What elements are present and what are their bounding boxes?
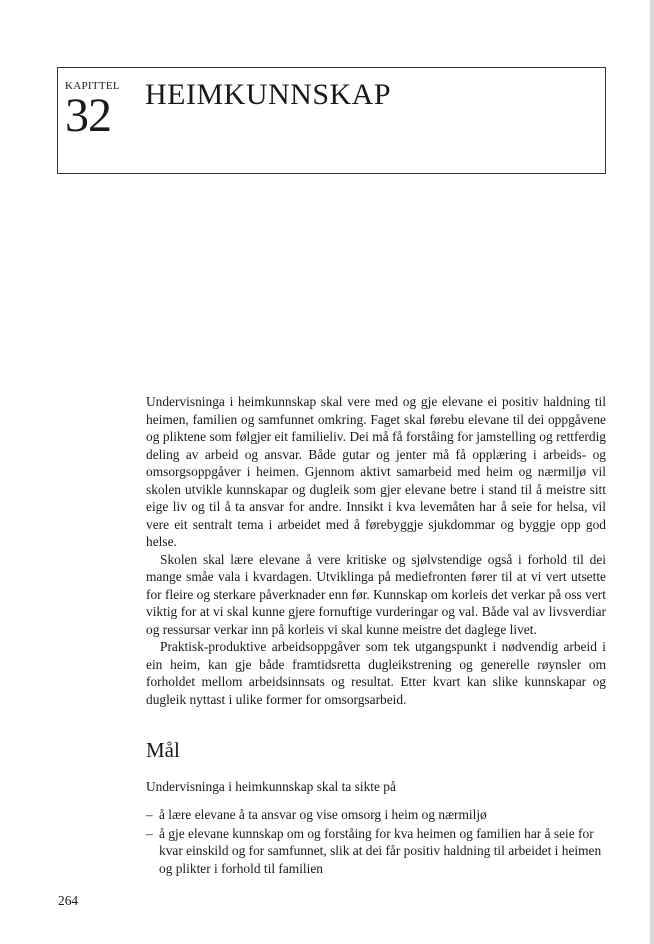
list-bullet: – (146, 825, 153, 841)
paragraph: Undervisninga i heimkunnskap skal vere med og gje elevane ei positiv haldning til heimen, familien og samfunnet omkring. Faget skal førebu elevane til dei oppgåvene og pliktene som følgjer eit familieliv. Dei må få forståing for jamstelling og rettferdig deling av arbeid og ansvar. Både gutar og jenter må få opplæring i arbeids- og omsorgsoppgåver i heimen. Gjennom aktivt samarbeid med heim og nærmiljø vil skolen utvikle kunnskapar og dugleik som gjer elevane betre i stand til å meistre sitt eige liv og til å ta ansvar for andre. Innsikt i kva levemåten har å seie for helsa, vil vere eit sentralt tema i arbeidet med å førebyggje sjukdommar og byggje opp god helse. (146, 394, 606, 549)
list-item (146, 825, 606, 878)
paragraph: Skolen skal lære elevane å vere kritiske og sjølvstendige også i forhold til dei mange småe vala i kvardagen. Utviklinga på mediefronten fører til at vi vert utsette for fleire og sterkare påverknader enn før. Kunnskap om korleis det verkar på oss vert viktig for at vi skal kunne gjere fornuftige vurderingar og val. Både val av livsverdiar og ressursar verkar inn på korleis vi skal kunne meistre det daglege livet. (146, 551, 606, 637)
list-item-text: å gje elevane kunnskap om og forståing for kva heimen og familien har å seie for kvar einskild og for samfunnet, slik at dei får positiv haldning til arbeidet i heimen og plikter i forhold til familien (159, 825, 602, 876)
chapter-label: KAPITTEL (65, 80, 120, 92)
paragraph: Praktisk-produktive arbeidsoppgåver som tek utgangspunkt i nødvendig arbeid i ein heim, kan gje både framtidsretta dugleikstrening og generelle røynsler om forholdet mellom arbeidsinnsats og resultat. Etter kvart kan slike kunnskapar og dugleik nyttast i ulike former for omsorgsarbeid. (146, 639, 606, 707)
chapter-header-box (57, 67, 606, 174)
section-intro: Undervisninga i heimkunnskap skal ta sikte på (146, 779, 396, 794)
list-item-text: å lære elevane å ta ansvar og vise omsorg i heim og nærmiljø (159, 807, 487, 822)
chapter-number: 32 (65, 89, 111, 142)
body-text (146, 393, 606, 708)
page-edge (650, 0, 654, 944)
list-bullet: – (146, 807, 153, 822)
page-number: 264 (58, 893, 79, 908)
section-heading: Mål (146, 738, 180, 762)
list-item (146, 806, 606, 824)
goal-list (146, 806, 606, 878)
chapter-title: HEIMKUNNSKAP (145, 78, 392, 111)
